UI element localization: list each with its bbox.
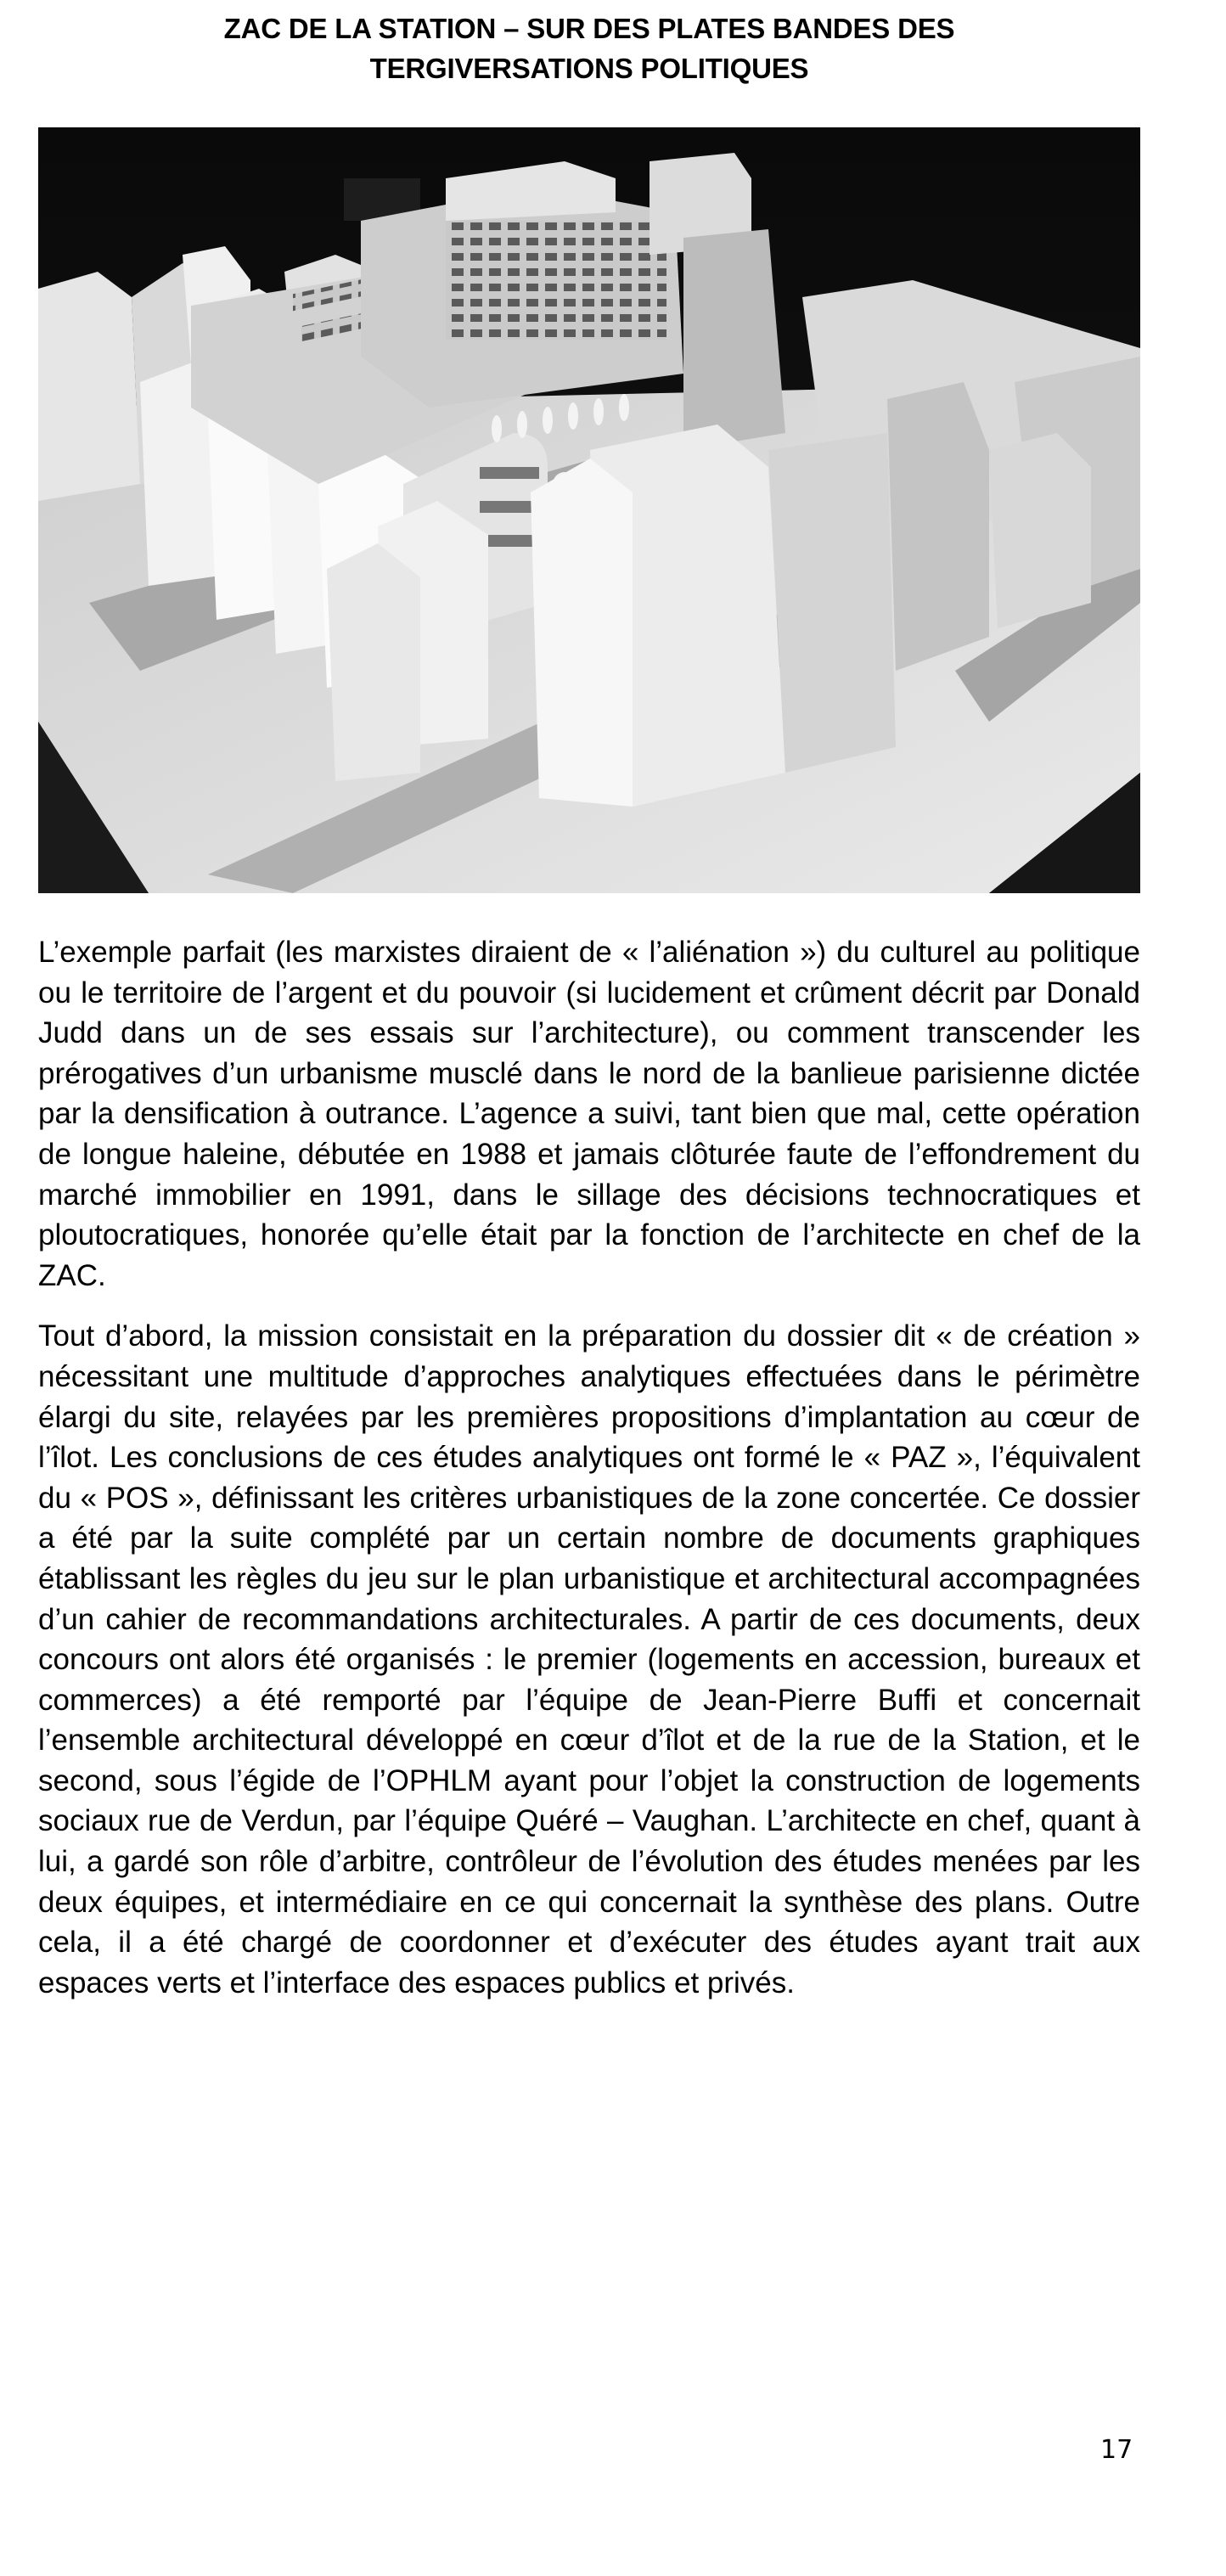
model-photo-illustration: [38, 127, 1140, 893]
page-title-line-1: ZAC DE LA STATION – SUR DES PLATES BANDES DES: [223, 13, 955, 44]
body-text: [38, 932, 1140, 2023]
page-title-line-2: TERGIVERSATIONS POLITIQUES: [369, 53, 809, 84]
page-number: 17: [1100, 2435, 1133, 2465]
paragraph-1: L’exemple parfait (les marxistes diraient de « l’aliénation ») du culturel au politique ou le territoire de l’argent et du pouvoir (si lucidement et crûment décrit par Donald Judd dans un de ses essais sur l’architecture), ou comment transcender les prérogatives d’un urbanisme musclé dans le nord de la banlieue parisienne dictée par la densification à outrance. L’agence a suivi, tant bien que mal, cette opération de longue haleine, débutée en 1988 et jamais clôturée faute de l’effondrement du marché immobilier en 1991, dans le sillage des décisions technocratiques et ploutocratiques, honorée qu’elle était par la fonction de l’architecte en chef de la ZAC.: [38, 936, 1140, 1292]
page-title: [38, 8, 1140, 88]
architectural-model-photo: [38, 127, 1140, 893]
paragraph-2: Tout d’abord, la mission consistait en la préparation du dossier dit « de création » nécessitant une multitude d’approches analytiques effectuées dans le périmètre élargi du site, relayées par les premières propositions d’implantation au cœur de l’îlot. Les conclusions de ces études analytiques ont formé le « PAZ », l’équivalent du « POS », définissant les critères urbanistiques de la zone concertée. Ce dossier a été par la suite complété par un certain nombre de documents graphiques établissant les règles du jeu sur le plan urbanistique et architectural accompagnées d’un cahier de recommandations architecturales. A partir de ces documents, deux concours ont alors été organisés : le premier (logements en accession, bureaux et commerces) a été remporté par l’équipe de Jean-Pierre Buffi et concernait l’ensemble architectural développé en cœur d’îlot et de la rue de la Station, et le second, sous l’égide de l’OPHLM ayant pour l’objet la construction de logements sociaux rue de Verdun, par l’équipe Quéré – Vaughan. L’architecte en chef, quant à lui, a gardé son rôle d’arbitre, contrôleur de l’évolution des études menées par les deux équipes, et intermédiaire en ce qui concernait la synthèse des plans. Outre cela, il a été chargé de coordonner et d’exécuter des études ayant trait aux espaces verts et l’interface des espaces publics et privés.: [38, 1319, 1140, 1999]
